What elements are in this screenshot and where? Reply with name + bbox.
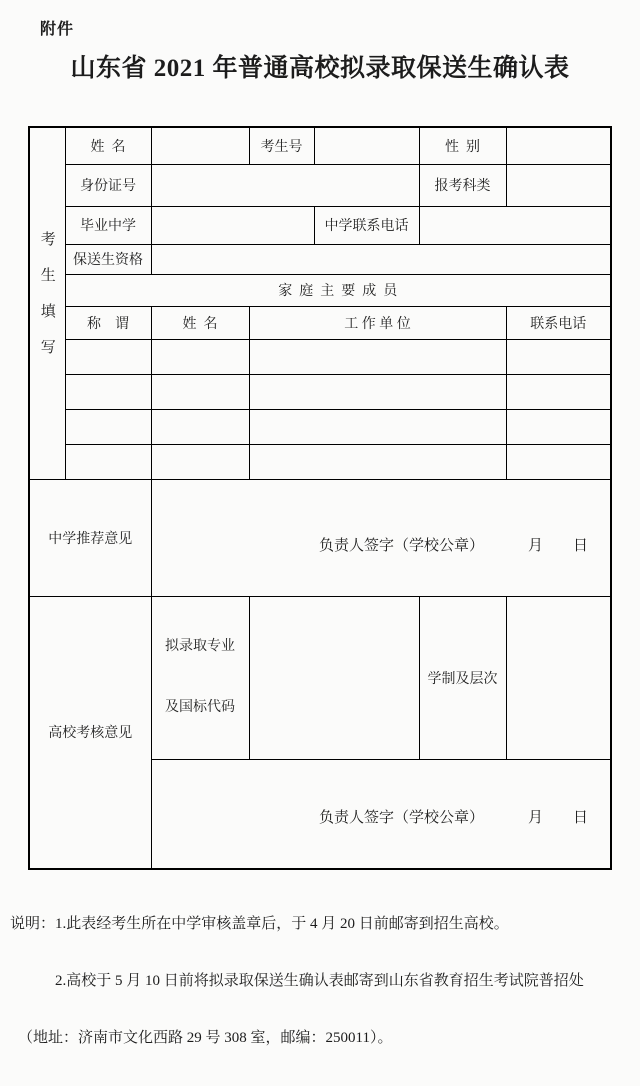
row-qualification [29,244,611,274]
family-work-unit-cell [249,409,506,444]
note-line-3: （地址：济南市文化西路 29 号 308 室，邮编：250011）。 [18,1030,393,1047]
school-recommendation-content-cell [151,479,611,596]
family-phone-cell [506,374,611,409]
row-family-columns [29,306,611,339]
family-col-work-unit: 工 作 单 位 [249,306,506,339]
id-number-input-cell [151,164,419,206]
graduate-school-label: 毕业中学 [65,206,151,244]
candidate-no-input-cell [314,127,419,164]
family-phone-cell [506,339,611,374]
name-input-cell [151,127,249,164]
family-relation-cell [65,374,151,409]
family-work-unit-cell [249,374,506,409]
name-label: 姓 名 [65,127,151,164]
university-review-content-cell [151,759,611,869]
family-col-name: 姓 名 [151,306,249,339]
row-school-recommendation [29,479,611,596]
family-phone-cell [506,409,611,444]
family-name-cell [151,374,249,409]
row-graduate-school [29,206,611,244]
school-signature-row [154,534,609,564]
candidate-no-label: 考生号 [249,127,314,164]
family-row-4 [29,444,611,479]
family-name-cell [151,339,249,374]
page-title: 山东省 2021 年普通高校拟录取保送生确认表 [70,55,570,82]
university-month-label: 月 [527,810,543,827]
family-col-phone: 联系电话 [506,306,611,339]
major-code-label [151,596,249,759]
id-number-label: 身份证号 [65,164,151,206]
footer-notes [10,877,634,1086]
note-line-1: 说明：1.此表经考生所在中学审核盖章后，于 4 月 20 日前邮寄到招生高校。 [10,916,509,933]
confirmation-form-table [28,126,612,870]
family-work-unit-cell [249,339,506,374]
gender-input-cell [506,127,611,164]
major-code-input-cell [249,596,419,759]
row-id-number [29,164,611,206]
family-row-2 [29,374,611,409]
duration-level-label: 学制及层次 [419,596,506,759]
university-day-label: 日 [572,810,588,827]
school-month-label: 月 [527,537,543,554]
major-code-label-line1: 拟录取专业 [165,639,235,655]
school-phone-input-cell [419,206,611,244]
exam-category-input-cell [506,164,611,206]
family-row-1 [29,339,611,374]
exam-category-label: 报考科类 [419,164,506,206]
qualification-input-cell [151,244,611,274]
family-section-header: 家 庭 主 要 成 员 [65,274,611,306]
row-name [29,127,611,164]
family-relation-cell [65,409,151,444]
family-row-3 [29,409,611,444]
family-relation-cell [65,444,151,479]
graduate-school-input-cell [151,206,314,244]
school-phone-label: 中学联系电话 [314,206,419,244]
university-signature-label: 负责人签字（学校公章） [318,810,484,827]
family-work-unit-cell [249,444,506,479]
major-code-label-line2: 及国标代码 [165,699,235,715]
qualification-label: 保送生资格 [65,244,151,274]
note-line-2: 2.高校于 5 月 10 日前将拟录取保送生确认表邮寄到山东省教育招生考试院普招处 [55,973,584,990]
family-relation-cell [65,339,151,374]
university-signature-row [154,806,609,836]
gender-label: 性 别 [419,127,506,164]
school-day-label: 日 [572,537,588,554]
family-phone-cell [506,444,611,479]
duration-level-input-cell [506,596,611,759]
row-family-header [29,274,611,306]
family-col-relation: 称 谓 [65,306,151,339]
school-recommendation-label: 中学推荐意见 [29,479,151,596]
school-signature-label: 负责人签字（学校公章） [318,537,484,554]
family-name-cell [151,444,249,479]
university-review-label: 高校考核意见 [29,596,151,869]
attachment-label: 附件 [40,21,75,38]
candidate-fill-vertical-header: 考生填写 [29,127,65,479]
family-name-cell [151,409,249,444]
row-university-major [29,596,611,759]
